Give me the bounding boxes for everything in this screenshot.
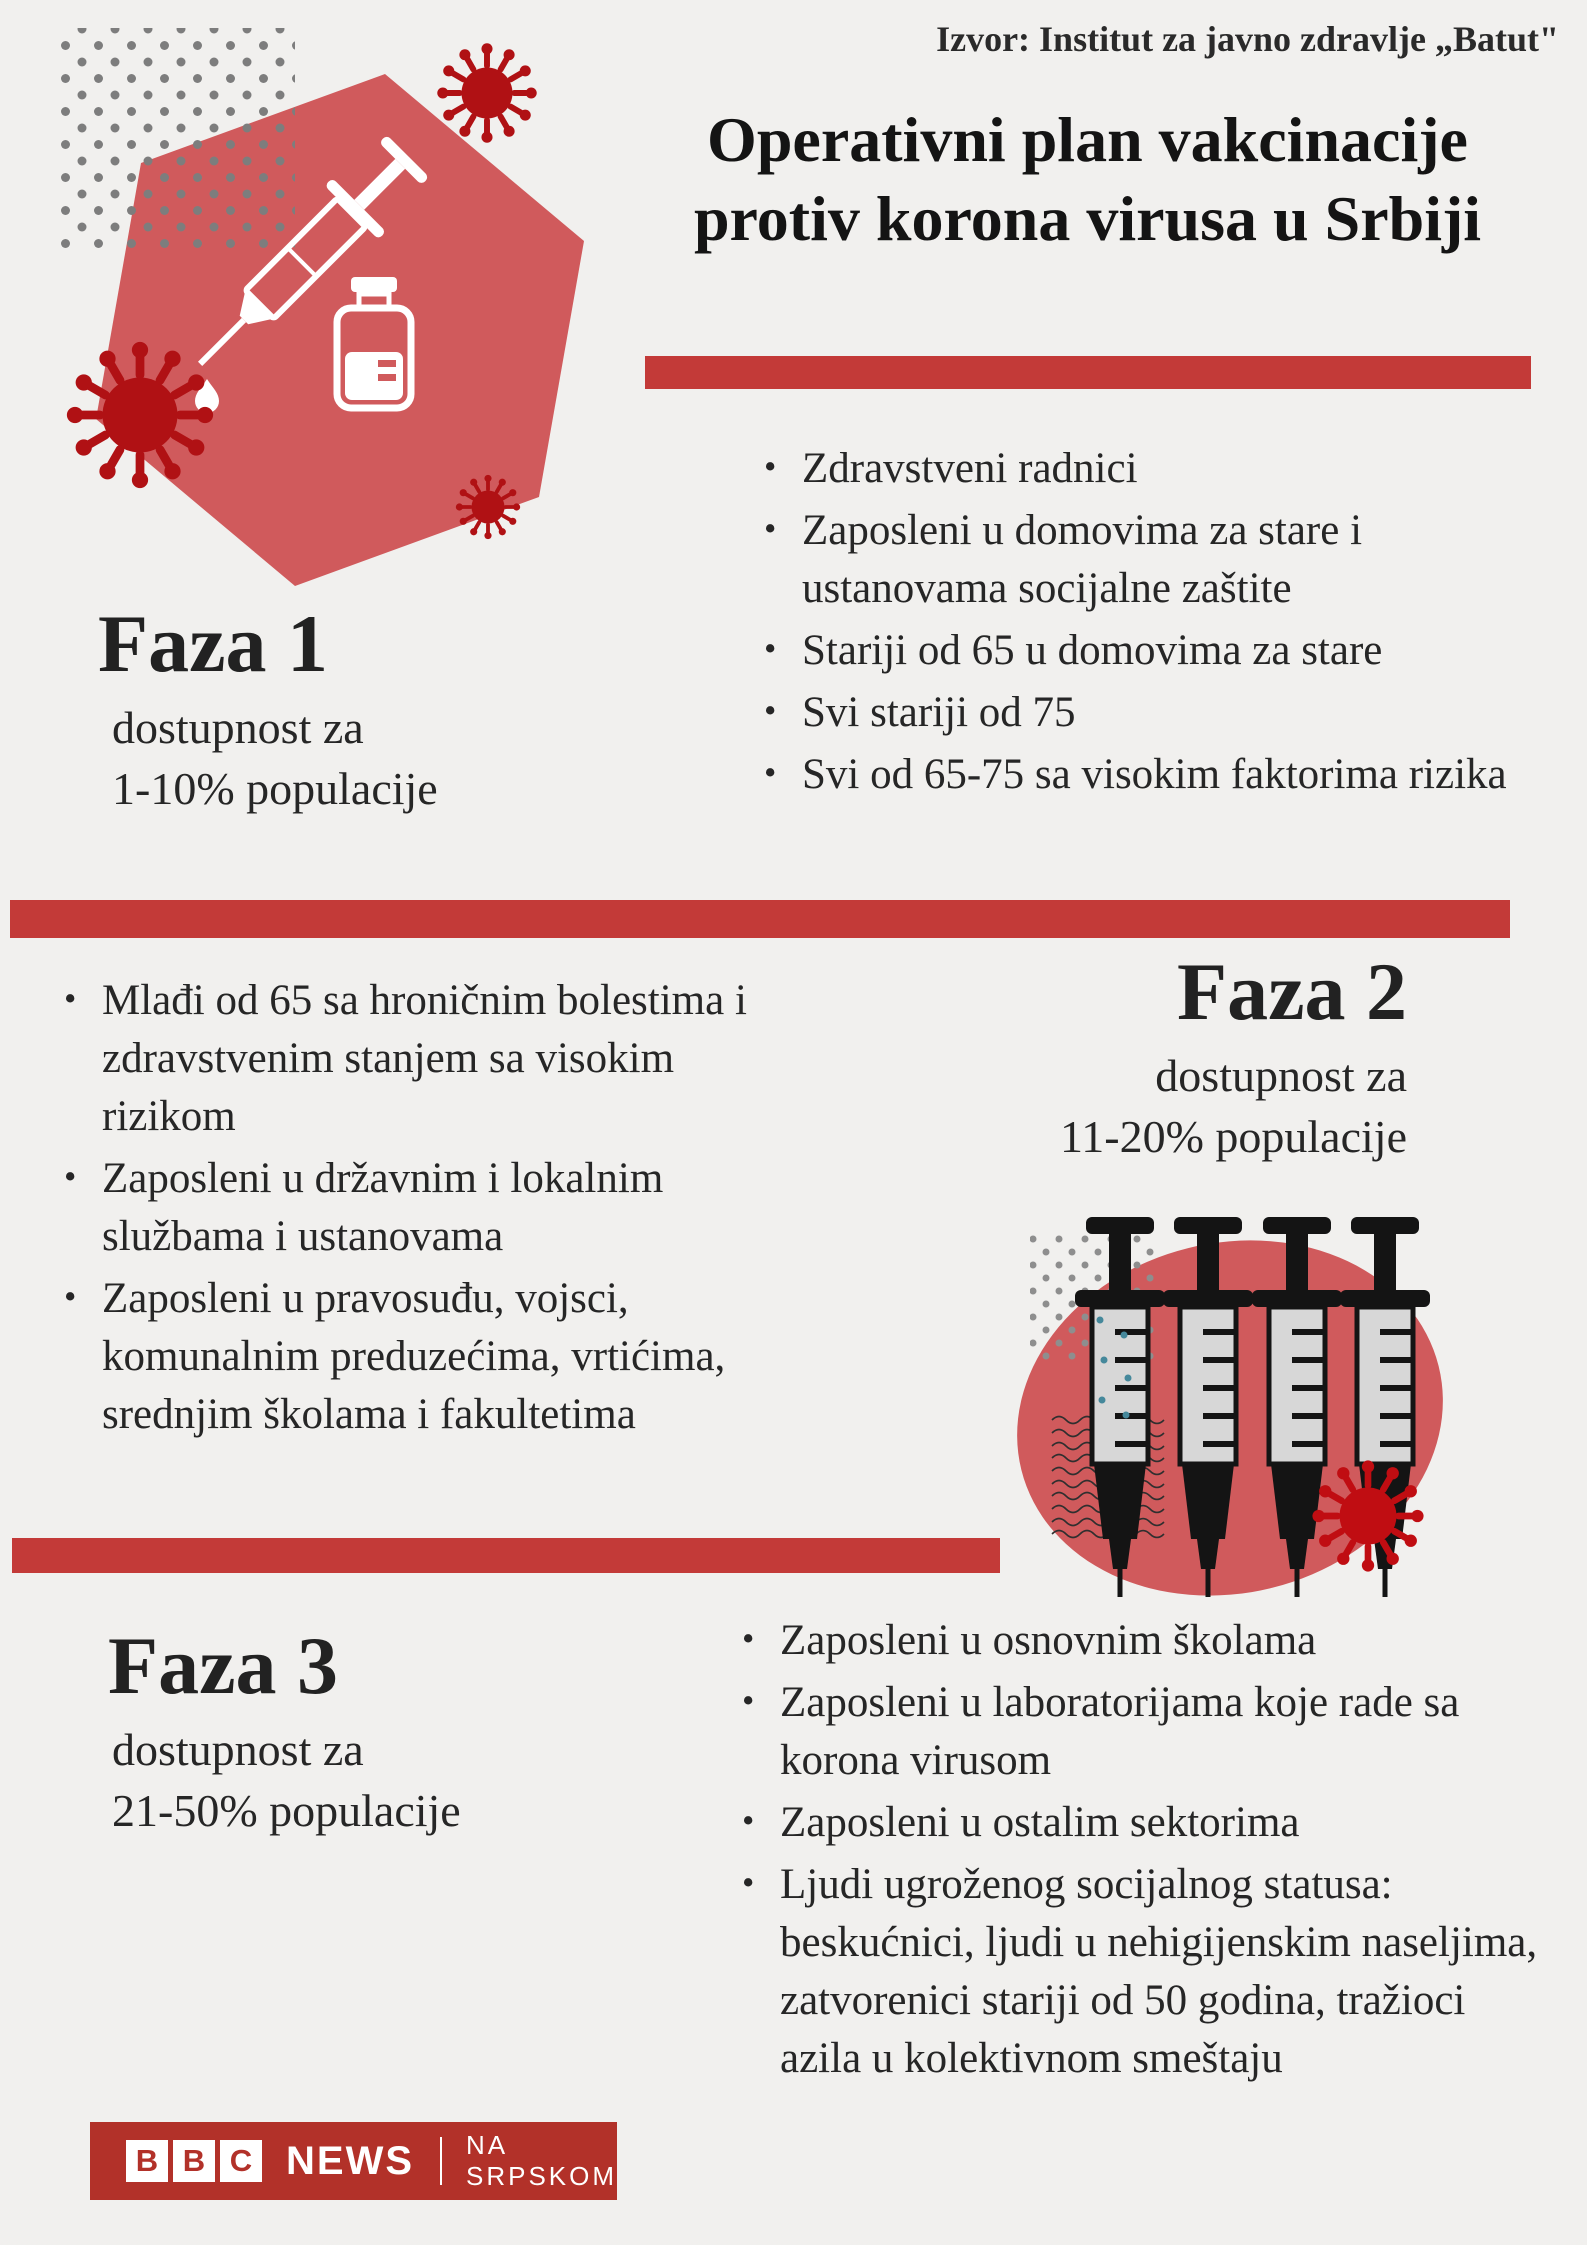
- dot-grid-pattern: [60, 28, 295, 250]
- list-item: • Zaposleni u domovima za stare i ustanovama socijalne zaštite: [762, 502, 1552, 618]
- list-item: • Svi od 65-75 sa visokim faktorima rizika: [762, 746, 1552, 804]
- logo-separator: [440, 2137, 442, 2185]
- phase1-population-text: 1-10% populacije: [112, 762, 438, 814]
- phase2-population-text: 11-20% populacije: [1059, 1110, 1407, 1162]
- phase2-availability-text: dostupnost za: [1155, 1049, 1407, 1101]
- page-title: [625, 100, 1550, 259]
- phase2-title: Faza 2: [1177, 946, 1407, 1037]
- list-item: • Zdravstveni radnici: [762, 440, 1552, 498]
- list-item: • Zaposleni u osnovnim školama: [740, 1612, 1552, 1670]
- phase2-availability: [1060, 1045, 1407, 1167]
- phase1-list: [762, 440, 1552, 808]
- bbc-letter: B: [135, 2143, 159, 2178]
- phase3-population-text: 21-50% populacije: [112, 1784, 461, 1836]
- section-divider-bar: [12, 1538, 1000, 1573]
- list-item: • Stariji od 65 u domovima za stare: [762, 622, 1552, 680]
- list-item: • Svi stariji od 75: [762, 684, 1552, 742]
- list-item: • Zaposleni u ostalim sektorima: [740, 1794, 1552, 1852]
- virus-icon: [437, 43, 536, 142]
- bbc-letter: C: [229, 2143, 253, 2178]
- title-underline-bar: [645, 356, 1531, 389]
- page-title-line2: protiv korona virusa u Srbiji: [693, 183, 1482, 255]
- phase1-header: [98, 600, 438, 819]
- bbc-letter-blocks: [126, 2140, 262, 2182]
- bbc-letter-block: [126, 2140, 168, 2182]
- list-item: • Zaposleni u državnim i lokalnim službama i ustanovama: [62, 1150, 804, 1266]
- section-divider-bar: [10, 900, 1510, 938]
- phase3-title: Faza 3: [108, 1620, 338, 1711]
- bbc-letter: B: [182, 2143, 206, 2178]
- list-item: • Ljudi ugroženog socijalnog statusa: beskućnici, ljudi u nehigijenskim naseljima, zatvorenici stariji od 50 godina, tražioci azila u kolektivnom smeštaju: [740, 1856, 1552, 2088]
- source-attribution: Izvor: Institut za javno zdravlje „Batut": [936, 19, 1559, 59]
- bbc-news-label: NEWS: [286, 2138, 414, 2183]
- phase1-title: Faza 1: [98, 598, 328, 689]
- phase1-availability: [98, 697, 438, 819]
- bbc-news-logo: [90, 2122, 617, 2200]
- bbc-letter-block: [220, 2140, 262, 2182]
- phase2-list: [62, 972, 804, 1448]
- phase1-availability-text: dostupnost za: [112, 701, 364, 753]
- phase3-header: [108, 1622, 461, 1841]
- syringes-illustration: [1000, 1180, 1587, 1600]
- list-item: • Zaposleni u pravosuđu, vojsci, komunalnim preduzećima, vrtićima, srednjim školama i fakultetima: [62, 1270, 804, 1444]
- phase3-list: [740, 1612, 1552, 2092]
- phase2-header: [1060, 948, 1407, 1167]
- phase3-availability: [108, 1719, 461, 1841]
- bbc-letter-block: [173, 2140, 215, 2182]
- list-item: • Zaposleni u laboratorijama koje rade sa korona virusom: [740, 1674, 1552, 1790]
- phase3-availability-text: dostupnost za: [112, 1723, 364, 1775]
- vaccine-hexagon-illustration: [40, 20, 620, 600]
- page-title-line1: Operativni plan vakcinacije: [707, 104, 1468, 175]
- list-item: • Mlađi od 65 sa hroničnim bolestima i zdravstvenim stanjem sa visokim rizikom: [62, 972, 804, 1146]
- bbc-service-label: NA SRPSKOM: [465, 2130, 618, 2191]
